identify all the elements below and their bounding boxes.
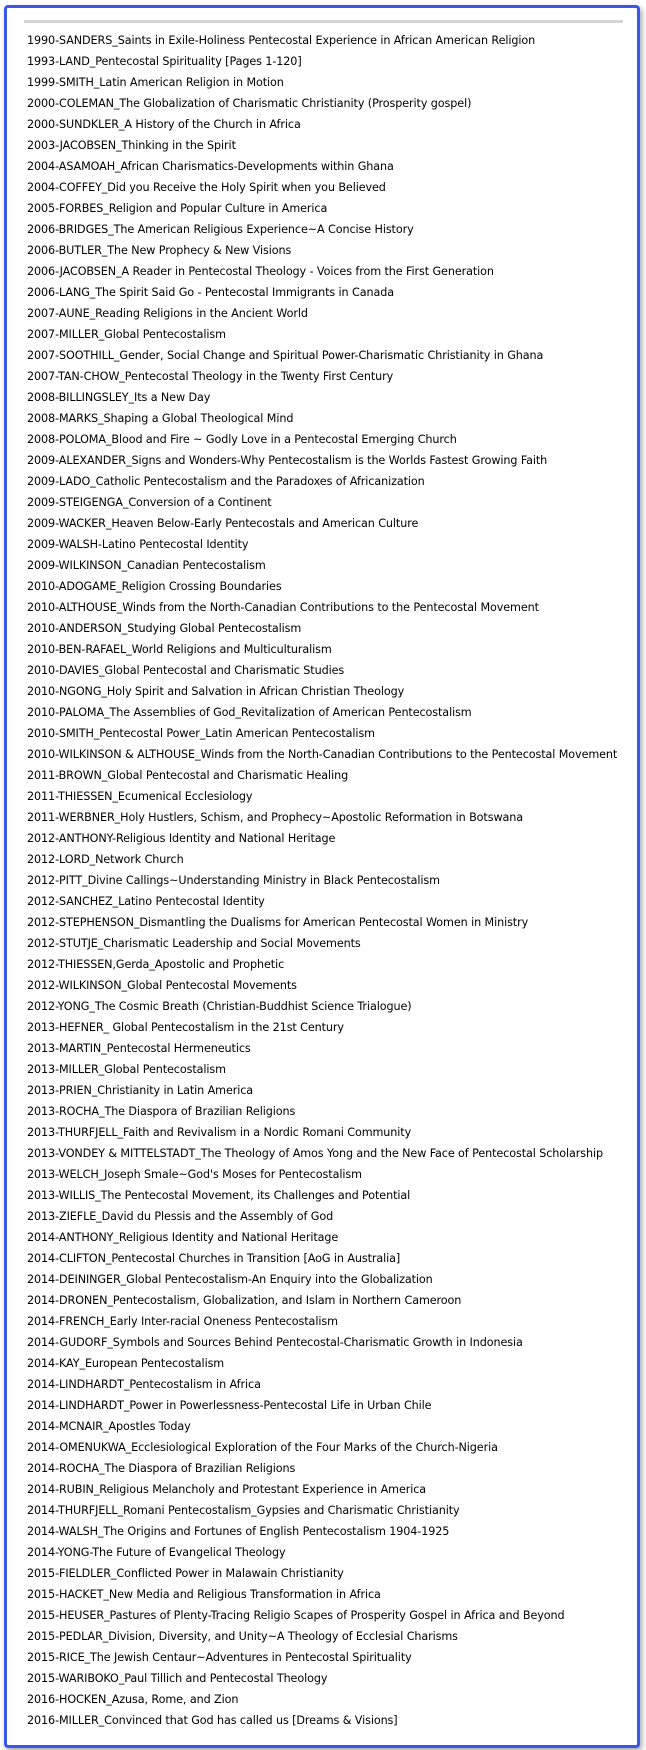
file-list-item[interactable]: 2015-FIELDLER_Conflicted Power in Malawain Christianity (27, 1567, 344, 1580)
file-list-item[interactable]: 2014-ROCHA_The Diaspora of Brazilian Religions (27, 1462, 296, 1475)
file-list-item[interactable]: 2007-SOOTHILL_Gender, Social Change and Spiritual Power-Charismatic Christianity in Ghana (27, 349, 544, 362)
file-list-item[interactable]: 2015-WARIBOKO_Paul Tillich and Pentecostal Theology (27, 1672, 328, 1685)
file-list-item[interactable]: 2014-GUDORF_Symbols and Sources Behind Pentecostal-Charismatic Growth in Indonesia (27, 1336, 523, 1349)
file-list-item[interactable]: 2010-DAVIES_Global Pentecostal and Charismatic Studies (27, 664, 345, 677)
file-list-item[interactable]: 2014-CLIFTON_Pentecostal Churches in Transition [AoG in Australia] (27, 1252, 401, 1265)
file-list-item[interactable]: 2014-DEININGER_Global Pentecostalism-An Enquiry into the Globalization (27, 1273, 433, 1286)
file-list-item[interactable]: 2013-VONDEY & MITTELSTADT_The Theology of Amos Yong and the New Face of Pentecostal Scholarship (27, 1147, 603, 1160)
file-list-item[interactable]: 2011-WERBNER_Holy Hustlers, Schism, and Prophecy~Apostolic Reformation in Botswana (27, 811, 523, 824)
file-list-item[interactable]: 2012-STEPHENSON_Dismantling the Dualisms for American Pentecostal Women in Ministry (27, 916, 529, 929)
file-list-item[interactable]: 2013-HEFNER_ Global Pentecostalism in the 21st Century (27, 1021, 344, 1034)
file-list (27, 30, 617, 1731)
file-list-item[interactable]: 2016-MILLER_Convinced that God has called us [Dreams & Visions] (27, 1714, 398, 1727)
file-list-item[interactable]: 2009-STEIGENGA_Conversion of a Continent (27, 496, 272, 509)
file-list-item[interactable]: 2013-MARTIN_Pentecostal Hermeneutics (27, 1042, 251, 1055)
file-list-item[interactable]: 1993-LAND_Pentecostal Spirituality [Pages 1-120] (27, 55, 302, 68)
file-list-item[interactable]: 2012-SANCHEZ_Latino Pentecostal Identity (27, 895, 265, 908)
file-list-item[interactable]: 2012-WILKINSON_Global Pentecostal Movements (27, 979, 297, 992)
file-list-item[interactable]: 2015-PEDLAR_Division, Diversity, and Unity~A Theology of Ecclesial Charisms (27, 1630, 458, 1643)
file-list-item[interactable]: 2008-POLOMA_Blood and Fire ~ Godly Love in a Pentecostal Emerging Church (27, 433, 457, 446)
file-list-item[interactable]: 2010-ADOGAME_Religion Crossing Boundaries (27, 580, 282, 593)
file-list-item[interactable]: 2010-PALOMA_The Assemblies of God_Revitalization of American Pentecostalism (27, 706, 472, 719)
file-list-item[interactable]: 2008-MARKS_Shaping a Global Theological Mind (27, 412, 294, 425)
file-list-item[interactable]: 1990-SANDERS_Saints in Exile-Holiness Pentecostal Experience in African American Religion (27, 34, 536, 47)
file-list-item[interactable]: 2010-ALTHOUSE_Winds from the North-Canadian Contributions to the Pentecostal Movement (27, 601, 539, 614)
file-list-item[interactable]: 2007-AUNE_Reading Religions in the Ancient World (27, 307, 308, 320)
file-list-item[interactable]: 2013-ROCHA_The Diaspora of Brazilian Religions (27, 1105, 296, 1118)
file-list-item[interactable]: 2006-BRIDGES_The American Religious Experience~A Concise History (27, 223, 414, 236)
file-list-item[interactable]: 2013-PRIEN_Christianity in Latin America (27, 1084, 254, 1097)
file-list-item[interactable]: 2006-BUTLER_The New Prophecy & New Visions (27, 244, 292, 257)
file-list-item[interactable]: 2009-WACKER_Heaven Below-Early Pentecostals and American Culture (27, 517, 419, 530)
file-list-item[interactable]: 2015-HACKET_New Media and Religious Transformation in Africa (27, 1588, 381, 1601)
file-list-item[interactable]: 1999-SMITH_Latin American Religion in Motion (27, 76, 284, 89)
file-list-item[interactable]: 2007-TAN-CHOW_Pentecostal Theology in the Twenty First Century (27, 370, 394, 383)
file-list-item[interactable]: 2010-WILKINSON & ALTHOUSE_Winds from the North-Canadian Contributions to the Pentecostal Movement (27, 748, 618, 761)
file-list-item[interactable]: 2009-WALSH-Latino Pentecostal Identity (27, 538, 249, 551)
file-list-item[interactable]: 2012-YONG_The Cosmic Breath (Christian-Buddhist Science Trialogue) (27, 1000, 412, 1013)
file-list-item[interactable]: 2008-BILLINGSLEY_Its a New Day (27, 391, 211, 404)
file-list-item[interactable]: 2014-OMENUKWA_Ecclesiological Exploration of the Four Marks of the Church-Nigeria (27, 1441, 498, 1454)
file-list-item[interactable]: 2012-PITT_Divine Callings~Understanding Ministry in Black Pentecostalism (27, 874, 440, 887)
file-list-item[interactable]: 2005-FORBES_Religion and Popular Culture in America (27, 202, 328, 215)
file-list-item[interactable]: 2004-ASAMOAH_African Charismatics-Developments within Ghana (27, 160, 394, 173)
file-list-item[interactable]: 2014-WALSH_The Origins and Fortunes of English Pentecostalism 1904-1925 (27, 1525, 450, 1538)
file-list-item[interactable]: 2006-JACOBSEN_A Reader in Pentecostal Theology - Voices from the First Generation (27, 265, 494, 278)
file-list-item[interactable]: 2015-HEUSER_Pastures of Plenty-Tracing Religio Scapes of Prosperity Gospel in Africa and Beyond (27, 1609, 565, 1622)
file-list-item[interactable]: 2011-THIESSEN_Ecumenical Ecclesiology (27, 790, 253, 803)
file-list-item[interactable]: 2003-JACOBSEN_Thinking in the Spirit (27, 139, 236, 152)
file-list-item[interactable]: 2007-MILLER_Global Pentecostalism (27, 328, 226, 341)
file-list-item[interactable]: 2004-COFFEY_Did you Receive the Holy Spirit when you Believed (27, 181, 386, 194)
file-list-item[interactable]: 2014-DRONEN_Pentecostalism, Globalization, and Islam in Northern Cameroon (27, 1294, 462, 1307)
file-list-item[interactable]: 2013-WELCH_Joseph Smale~God's Moses for Pentecostalism (27, 1168, 362, 1181)
file-list-item[interactable]: 2012-LORD_Network Church (27, 853, 184, 866)
file-list-item[interactable]: 2011-BROWN_Global Pentecostal and Charismatic Healing (27, 769, 349, 782)
file-list-item[interactable]: 2010-NGONG_Holy Spirit and Salvation in African Christian Theology (27, 685, 405, 698)
file-list-item[interactable]: 2000-SUNDKLER_A History of the Church in Africa (27, 118, 301, 131)
file-list-item[interactable]: 2014-KAY_European Pentecostalism (27, 1357, 225, 1370)
file-list-item[interactable]: 2000-COLEMAN_The Globalization of Charismatic Christianity (Prosperity gospel) (27, 97, 472, 110)
file-list-window (4, 5, 640, 1748)
file-list-item[interactable]: 2010-SMITH_Pentecostal Power_Latin American Pentecostalism (27, 727, 375, 740)
file-list-item[interactable]: 2014-ANTHONY_Religious Identity and National Heritage (27, 1231, 339, 1244)
file-list-item[interactable]: 2009-LADO_Catholic Pentecostalism and the Paradoxes of Africanization (27, 475, 425, 488)
file-list-item[interactable]: 2015-RICE_The Jewish Centaur~Adventures in Pentecostal Spirituality (27, 1651, 412, 1664)
file-list-item[interactable]: 2013-WILLIS_The Pentecostal Movement, its Challenges and Potential (27, 1189, 411, 1202)
file-list-item[interactable]: 2014-YONG-The Future of Evangelical Theology (27, 1546, 286, 1559)
file-list-item[interactable]: 2012-THIESSEN,Gerda_Apostolic and Prophetic (27, 958, 285, 971)
file-list-item[interactable]: 2006-LANG_The Spirit Said Go - Pentecostal Immigrants in Canada (27, 286, 394, 299)
file-list-item[interactable]: 2013-THURFJELL_Faith and Revivalism in a Nordic Romani Community (27, 1126, 412, 1139)
file-list-item[interactable]: 2012-ANTHONY-Religious Identity and National Heritage (27, 832, 336, 845)
file-list-item[interactable]: 2009-WILKINSON_Canadian Pentecostalism (27, 559, 266, 572)
file-list-item[interactable]: 2014-FRENCH_Early Inter-racial Oneness Pentecostalism (27, 1315, 338, 1328)
file-list-item[interactable]: 2014-LINDHARDT_Pentecostalism in Africa (27, 1378, 261, 1391)
file-list-item[interactable]: 2010-BEN-RAFAEL_World Religions and Multiculturalism (27, 643, 332, 656)
file-list-item[interactable]: 2010-ANDERSON_Studying Global Pentecostalism (27, 622, 302, 635)
file-list-item[interactable]: 2012-STUTJE_Charismatic Leadership and Social Movements (27, 937, 361, 950)
file-list-item[interactable]: 2009-ALEXANDER_Signs and Wonders-Why Pentecostalism is the Worlds Fastest Growing Faith (27, 454, 548, 467)
file-list-item[interactable]: 2013-MILLER_Global Pentecostalism (27, 1063, 226, 1076)
list-header-divider (24, 20, 623, 23)
file-list-item[interactable]: 2016-HOCKEN_Azusa, Rome, and Zion (27, 1693, 239, 1706)
file-list-item[interactable]: 2014-LINDHARDT_Power in Powerlessness-Pentecostal Life in Urban Chile (27, 1399, 432, 1412)
file-list-item[interactable]: 2014-RUBIN_Religious Melancholy and Protestant Experience in America (27, 1483, 427, 1496)
file-list-item[interactable]: 2014-THURFJELL_Romani Pentecostalism_Gypsies and Charismatic Christianity (27, 1504, 460, 1517)
file-list-item[interactable]: 2013-ZIEFLE_David du Plessis and the Assembly of God (27, 1210, 334, 1223)
file-list-item[interactable]: 2014-MCNAIR_Apostles Today (27, 1420, 191, 1433)
